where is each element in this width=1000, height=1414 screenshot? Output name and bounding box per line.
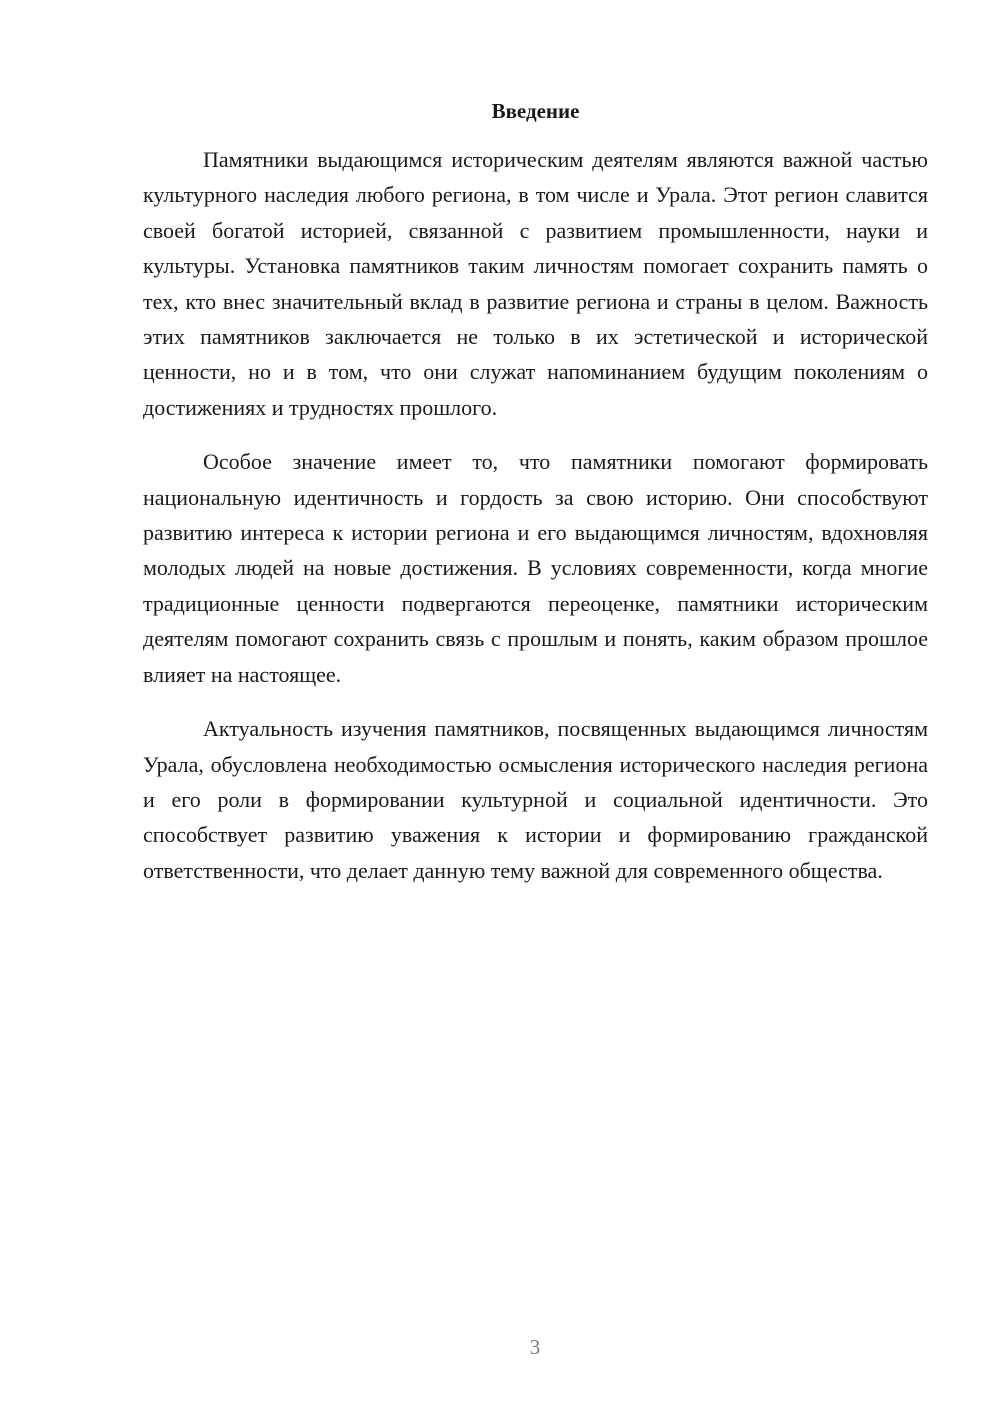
page-number: 3 <box>529 1335 541 1359</box>
paragraph-3: Актуальность изучения памятников, посвященных выдающимся личностям Урала, обусловлена необходимостью осмысления исторического наследия региона и его роли в формировании культурной и социальной идентичности. Это способствует развитию уважения к истории и формированию гражданской ответственности, что делает данную тему важной для современного общества. <box>143 716 928 883</box>
paragraph-2: Особое значение имеет то, что памятники помогают формировать национальную идентичность и гордость за свою историю. Они способствуют развитию интереса к истории региона и его выдающимся личностям, вдохновляя молодых людей на новые достижения. В условиях современности, когда многие традиционные ценности подвергаются переоценке, памятники историческим деятелям помогают сохранить связь с прошлым и понять, каким образом прошлое влияет на настоящее. <box>143 449 928 687</box>
paragraph-1: Памятники выдающимся историческим деятелям являются важной частью культурного наследия любого региона, в том числе и Урала. Этот регион славится своей богатой историей, связанной с развитием промышленности, науки и культуры. Установка памятников таким личностям помогает сохранить память о тех, кто внес значительный вклад в развитие региона и страны в целом. Важность этих памятников заключается не только в их эстетической и исторической ценности, но и в том, что они служат напоминанием будущим поколениям о достижениях и трудностях прошлого. <box>143 147 928 420</box>
body-text <box>143 142 928 907</box>
section-heading: Введение <box>491 99 580 123</box>
